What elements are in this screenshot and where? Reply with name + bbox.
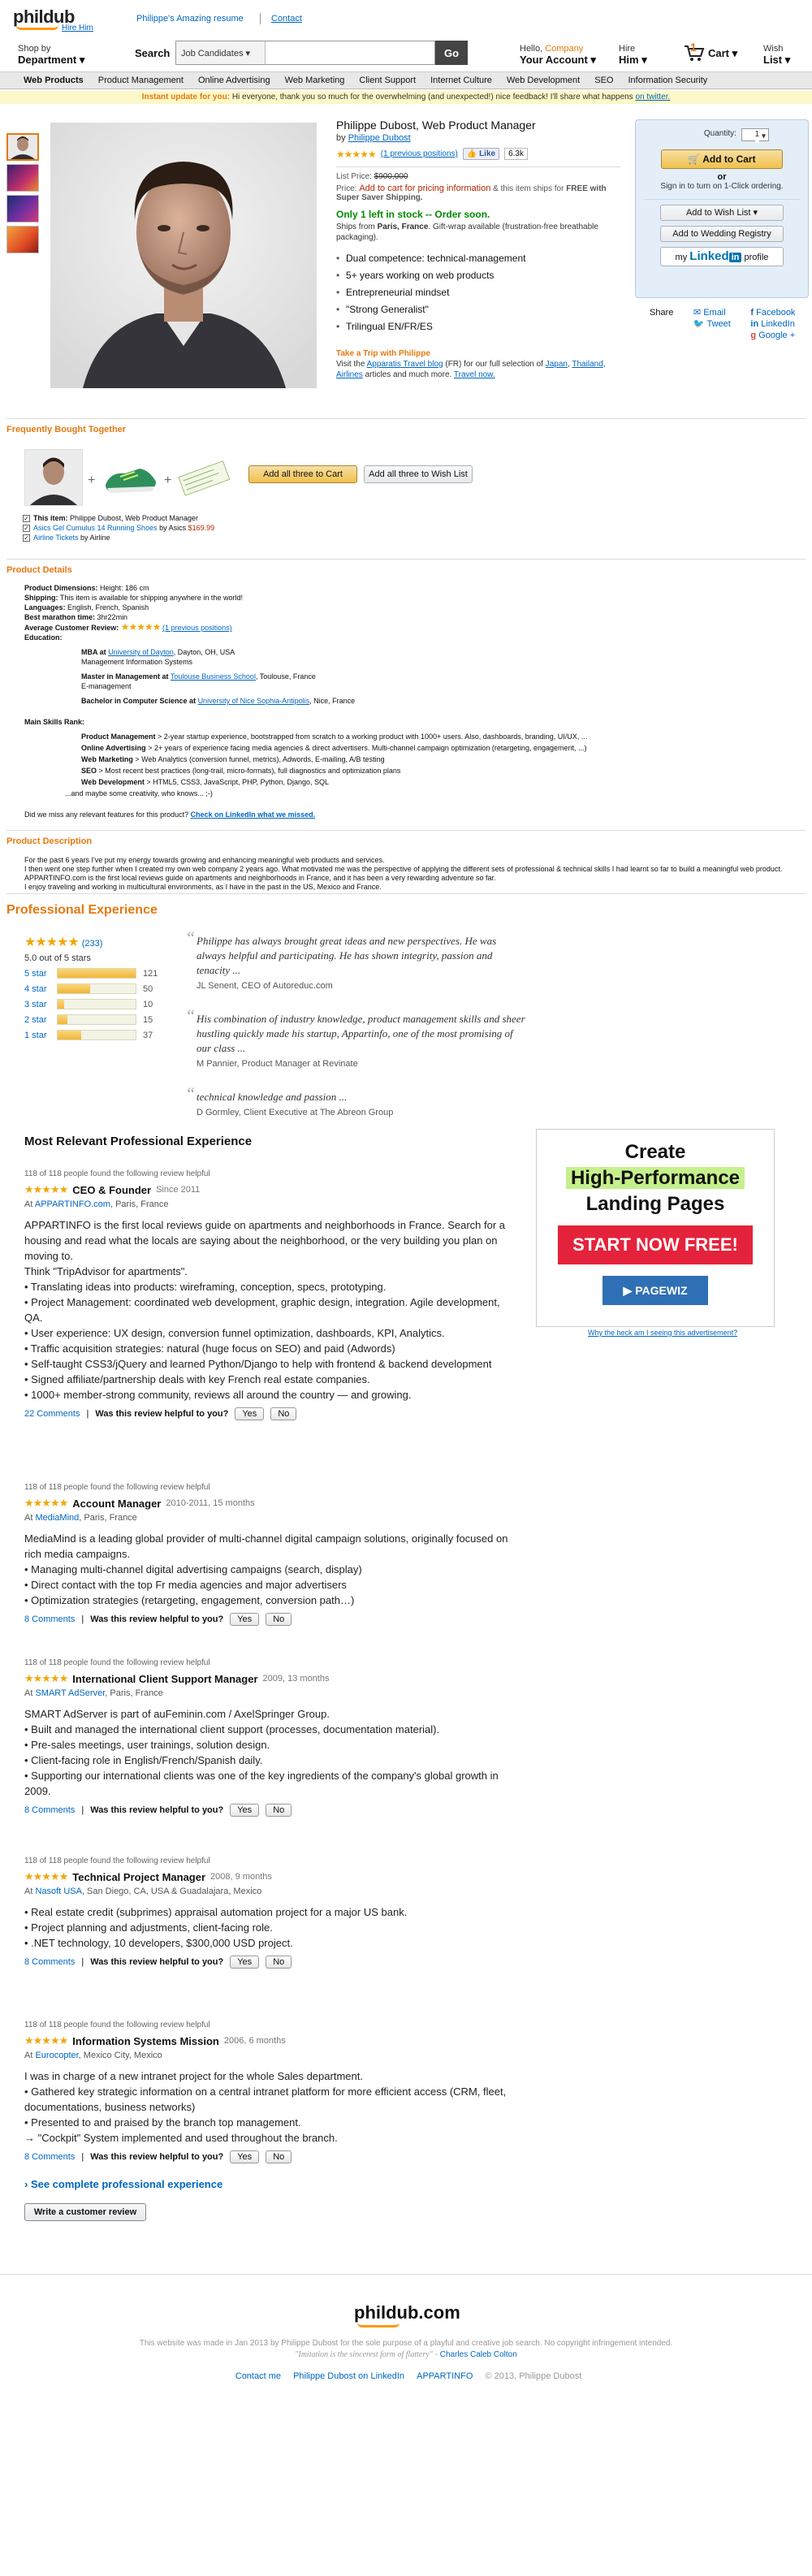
review-body: MediaMind is a leading global provider of multi-channel digital campaign solutions, originally focused on rich media campaigns. • Managing multi-channel digital advertising campaigns (search, display) • Direct contact with the top Fr media agencies and major advertisers • Optimization strategies (retargeting, engagement, conversion path…) <box>24 1532 512 1606</box>
update-banner <box>0 91 812 104</box>
thailand-link[interactable]: Thailand <box>572 360 603 369</box>
share-google-link[interactable]: g Google + <box>750 331 796 340</box>
add-to-cart-button[interactable]: 🛒 Add to Cart <box>661 149 783 169</box>
education-item: Master in Management at Toulouse Business School, Toulouse, France E-management <box>81 672 316 690</box>
quote-author-link[interactable]: Charles Caleb Colton <box>439 2350 517 2359</box>
cart-icon <box>684 41 705 60</box>
logo-swoosh-icon <box>16 25 58 30</box>
search-label: Search <box>135 47 171 59</box>
histogram-row[interactable] <box>24 999 179 1009</box>
feature-bullet: • 5+ years working on web products <box>336 270 620 281</box>
review: 118 of 118 people found the following review helpful ★★★★★ Information Systems Mission 2006, 6 months At Eurocopter, Mexico City, Mexico I was in charge of a new intranet project for the whole Sales department. • Gathered key strategic information on a central intranet platform for more efficient access (CRM, fleet, documentations, business networks) • Presented to and praised by the branch top management. → "Cockpit" System implemented and used throughout the branch. 8 Comments | Was this review helpful to you? Yes No <box>24 2021 520 2163</box>
review-title: Account Manager <box>72 1497 162 1510</box>
rating-stars-icon: ★★★★★ <box>336 148 376 160</box>
skill-item: Web Marketing > Web Analytics (conversion funnel, metrics), Adwords, E-mailing, A/B testing <box>81 755 385 763</box>
histogram-row[interactable] <box>24 983 179 994</box>
banner-text: Hi everyone, thank you so much for the overwhelming (and unexpected!) nice feedback! I'll share what happens <box>231 93 633 102</box>
feature-bullets <box>336 253 620 332</box>
feature-bullet: • Entrepreneurial mindset <box>336 287 620 298</box>
footer-logo[interactable]: phildub.com <box>354 2302 460 2323</box>
previous-positions-link[interactable]: (1 previous positions) <box>380 149 458 158</box>
company-link[interactable]: Nasoft USA <box>35 1887 82 1896</box>
review-stars-icon: ★★★★★ <box>24 1672 68 1684</box>
review: 118 of 118 people found the following review helpful ★★★★★ CEO & Founder Since 2011 At APPARTINFO.com, Paris, France APPARTINFO is the first local reviews guide on apartments and neighborhoods in France. Search for a housing and read what the locals are saying about the neighborhood, or the very building you plan on moving to. Think "TripAdvisor for apartments". • Translating ideas into products: wireframing, conception, specs, prototyping. • Project Management: coordinated web development, graphic design, integration. Agile development, QA. • User experience: UX design, conversion funnel optimization, dashboards, KPI, Analytics. • Traffic acquisition strategies: natural (huge focus on SEO) and paid (Adwords) • Self-taught CSS3/jQuery and learned Python/Django to help with frontend & backend development • Signed affiliate/partnership deals with key French real estate companies. • 1000+ member-strong community, reviews all around the country — and growing. 22 Comments | Was this review helpful to you? Yes No <box>24 1169 520 1470</box>
section-divider <box>6 418 806 419</box>
trip-promo <box>336 348 620 380</box>
summary-stars-icon: ★★★★★ <box>24 936 79 949</box>
feature-bullet: • Dual competence: technical-management <box>336 253 620 264</box>
dept-top-label: Shop by <box>18 44 51 54</box>
checkbox[interactable]: ✓ <box>24 515 29 523</box>
skill-item: Online Advertising > 2+ years of experience facing media agencies & direct advertisers. Multi-channel campaign optimization (retargeting, engagement, ...) <box>81 744 587 752</box>
go-button[interactable]: Go <box>435 41 468 65</box>
footer-note: This website was made in Jan 2013 by Philippe Dubost for the sole purpose of a playful and creative job search. No copyright infringement intended. <box>139 2339 673 2348</box>
author-link[interactable]: Philippe Dubost <box>348 133 411 143</box>
linkedin-profile-button[interactable]: my Linked in profile <box>660 247 784 266</box>
review-title: Technical Project Manager <box>72 1870 206 1883</box>
skill-item: SEO > Most recent best practices (long-trail, micro-formats), full diagnostics and optimization plans <box>81 767 401 775</box>
no-button[interactable]: No <box>266 2150 292 2163</box>
pricing-info-link[interactable]: Add to cart for pricing information <box>359 184 491 193</box>
company-link[interactable]: SMART AdServer <box>35 1688 106 1698</box>
trip-text: Visit the Apparatis Travel blog (FR) for our full selection of Japan, Thailand, Airlines articles and much more. Travel now. <box>336 360 606 379</box>
comments-link[interactable]: 22 Comments <box>24 1409 80 1419</box>
no-button[interactable]: No <box>270 1407 296 1420</box>
rating-row <box>336 148 620 160</box>
school-link[interactable]: University of Dayton <box>108 648 174 656</box>
experience-reviews <box>24 1169 520 2176</box>
wish-top-label: Wish <box>763 44 784 54</box>
hire-menu[interactable] <box>619 44 647 67</box>
nav-item-internet-culture[interactable]: Internet Culture <box>430 76 492 85</box>
review-stars-icon: ★★★★★ <box>24 2034 68 2047</box>
chevron-down-icon: ▾ <box>245 49 251 58</box>
nav-item-online-advertising[interactable]: Online Advertising <box>197 76 270 85</box>
linkedin-missing-link[interactable]: Check on LinkedIn what we missed. <box>190 810 316 819</box>
section-divider <box>6 559 806 560</box>
review-stars-icon: ★★★★★ <box>24 1183 68 1195</box>
fbt-item-link[interactable]: Asics Gel Cumulus 14 Running Shoes <box>33 524 158 532</box>
description-title: Product Description <box>6 836 93 846</box>
histogram-row[interactable] <box>24 968 179 979</box>
advertisement[interactable] <box>536 1129 775 1327</box>
footer-appartinfo-link[interactable]: APPARTINFO <box>417 2371 473 2381</box>
byline: by Philippe Dubost <box>336 133 411 143</box>
search-row <box>0 41 812 70</box>
review-body: • Real estate credit (subprimes) appraisal automation project for a major US bank. • Project planning and adjustments, client-facing role. • .NET technology, 10 developers, $300,000 USD project. <box>24 1906 408 1949</box>
share-linkedin-link[interactable]: in LinkedIn <box>750 319 795 329</box>
previous-positions-link[interactable]: (1 previous positions) <box>162 624 232 632</box>
education-item: MBA at University of Dayton, Dayton, OH, USA Management Information Systems <box>81 648 235 666</box>
testimonial: “ Philippe has always brought great ideas and new perspectives. He was always helpful and participating. He has shown integrity, passion and tenacity ... JL Senent, CEO of Autoreduc.com <box>185 934 526 991</box>
quantity-select[interactable]: 1 ▾ <box>741 128 769 141</box>
review-body: SMART AdServer is part of auFeminin.com / AxelSpringer Group. • Built and managed the international client support (processes, documentation material). • Pre-sales meetings, user trainings, solution design. • Client-facing role in English/French/Spanish daily. • Supporting our international clients was one of the key ingredients of the company's global growth in 2009. <box>24 1708 502 1797</box>
nav-item-information-security[interactable]: Information Security <box>628 76 708 85</box>
skill-item: Web Development > HTML5, CSS3, JavaScript, PHP, Python, Django, SQL <box>81 778 330 786</box>
thumbnail-photo-3[interactable] <box>6 195 39 223</box>
cart-icon: 🛒 <box>688 153 701 165</box>
product-details: Product Dimensions: Height: 186 cm Shipping: This item is available for shipping anywhere in the world! Languages: English, French, Spanish Best marathon time: 3hr22min Average Customer Review: ★★★★★ (1 previous positions) Education: MBA at University of Dayton, Dayton, OH, USA Management Information Systems Master in Management at Toulouse Business School, Toulouse, France E-management Bachelor in Computer Science at University of Nice Sophia-Antipolis, Nice, France Main Skills Rank: Product Management > 2-year startup experience, bootstrapped from scratch to a working product with 1000+ users. Also, dashboards, branding, UI/UX, ... Online Advertising > 2+ years of experience facing media agencies & direct advertisers. Multi-channel campaign optimization (retargeting, engagement, ...) Web Marketing > Web Analytics (conversion funnel, metrics), Adwords, E-mailing, A/B testing SEO > Most recent best practices (long-trail, micro-formats), full diagnostics and optimization plans Web Development > HTML5, CSS3, JavaScript, PHP, Python, Django, SQL ...and maybe some creativity, who knows... ;-) Did we miss any relevant features for this product? Check on LinkedIn what we missed. <box>24 583 804 819</box>
why-ad-link[interactable]: Why the heck am I seeing this advertisement? <box>588 1329 738 1337</box>
thumbnail-strip <box>6 133 42 257</box>
company-link[interactable]: APPARTINFO.com <box>34 1199 110 1209</box>
department-menu[interactable] <box>18 44 84 67</box>
product-title: Philippe Dubost, Web Product Manager <box>336 119 536 132</box>
histogram-count: 37 <box>143 1030 153 1040</box>
comments-link[interactable]: 8 Comments <box>24 1957 76 1967</box>
search-category-select[interactable]: Job Candidates ▾ <box>176 41 266 64</box>
histogram-bar <box>57 999 136 1009</box>
wish-list-menu[interactable] <box>763 44 790 67</box>
testimonial: “ technical knowledge and passion ... D Gormley, Client Executive at The Abreon Group <box>185 1090 526 1117</box>
histogram-label: 3 star <box>24 999 47 1009</box>
write-review-button[interactable]: Write a customer review <box>24 2203 146 2221</box>
hire-label: Him ▾ <box>619 54 647 66</box>
review-title: International Client Support Manager <box>72 1672 258 1685</box>
rating-count: (233) <box>81 939 103 949</box>
yes-button[interactable]: Yes <box>230 1956 259 1969</box>
review-title: Information Systems Mission <box>72 2034 219 2047</box>
skills-more: ...and maybe some creativity, who knows... ;-) <box>65 789 213 797</box>
linkedin-icon: in <box>750 319 759 329</box>
add-all-to-cart-button[interactable]: Add all three to Cart <box>248 465 357 483</box>
facebook-like-count: 6.3k <box>504 148 528 160</box>
review-body: APPARTINFO is the first local reviews guide on apartments and neighborhoods in France. Search for a housing and read what the locals are saying about the neighborhood, or the very building you plan on moving to. Think "TripAdvisor for apartments". • Translating ideas into products: wireframing, conception, specs, prototyping. • Project Management: coordinated web development, graphic design, integration. Agile development, QA. • User experience: UX design, conversion funnel optimization, dashboards, KPI, Analytics. • Traffic acquisition strategies: natural (huge focus on SEO) and paid (Adwords) • Self-taught CSS3/jQuery and learned Python/Django to help with frontend & backend development • Signed affiliate/partnership deals with key French real estate companies. • 1000+ member-strong community, reviews all around the country — and growing. <box>24 1219 508 1401</box>
histogram-label: 2 star <box>24 1014 47 1025</box>
fbt-shoe-image[interactable] <box>102 449 159 506</box>
histogram-bar <box>57 968 136 979</box>
histogram-bar-fill <box>58 984 90 993</box>
footer-links <box>0 2371 812 2381</box>
review: 118 of 118 people found the following review helpful ★★★★★ Account Manager 2010-2011, 15 months At MediaMind, Paris, France MediaMind is a leading global provider of multi-channel digital campaign solutions, originally focused on rich media campaigns. • Managing multi-channel digital advertising campaigns (search, display) • Direct contact with the top Fr media agencies and major advertisers • Optimization strategies (retargeting, engagement, conversion path…) 8 Comments | Was this review helpful to you? Yes No <box>24 1483 520 1645</box>
feature-bullet: • "Strong Generalist" <box>336 304 620 315</box>
hire-top-label: Hire <box>619 44 636 54</box>
nav-item-web-products[interactable]: Web Products <box>24 76 84 85</box>
section-divider <box>6 893 806 894</box>
ad-line-2: High-Performance <box>537 1167 774 1190</box>
fbt-item-list <box>23 513 214 542</box>
share-tweet-link[interactable]: 🐦 Tweet <box>693 319 731 329</box>
cart-label: Cart ▾ <box>708 47 738 59</box>
histogram-bar-fill <box>58 969 136 978</box>
fbt-portrait-image[interactable] <box>24 449 83 506</box>
comments-link[interactable]: 8 Comments <box>24 1614 76 1624</box>
company-link[interactable]: Eurocopter <box>35 2051 79 2060</box>
share-box <box>650 307 809 341</box>
category-nav <box>0 71 812 89</box>
add-all-to-wish-list-button[interactable]: Add all three to Wish List <box>364 465 473 483</box>
thumbs-up-icon: 👍 <box>466 149 477 158</box>
banner-twitter-link[interactable]: on twitter. <box>635 93 671 102</box>
search-input[interactable] <box>266 41 434 64</box>
skill-item: Product Management > 2-year startup experience, bootstrapped from scratch to a working product with 1000+ users. Also, dashboards, branding, UI/UX, ... <box>81 733 588 741</box>
cart-button[interactable] <box>684 41 738 60</box>
ships-from: Ships from Paris, France. Gift-wrap available (frustration-free breathable packaging). <box>336 223 598 242</box>
frequently-bought-together <box>24 449 593 506</box>
site-logo[interactable]: phildub <box>13 6 75 27</box>
or-label: or <box>717 172 727 182</box>
review: 118 of 118 people found the following review helpful ★★★★★ International Client Support Manager 2009, 13 months At SMART AdServer, Paris, France SMART AdServer is part of auFeminin.com / AxelSpringer Group. • Built and managed the international client support (processes, documentation material). • Pre-sales meetings, user trainings, solution design. • Client-facing role in English/French/Spanish daily. • Supporting our international clients was one of the key ingredients of the company's global growth in 2009. 8 Comments | Was this review helpful to you? Yes No <box>24 1658 520 1843</box>
nav-item-client-support[interactable]: Client Support <box>359 76 417 85</box>
ad-cta-button[interactable]: START NOW FREE! <box>558 1225 753 1264</box>
histogram-bar <box>57 1030 136 1040</box>
fbt-item-link[interactable]: Airline Tickets <box>33 534 79 542</box>
japan-link[interactable]: Japan <box>545 360 568 369</box>
experience-title: Professional Experience <box>6 903 158 917</box>
search-box <box>175 41 435 65</box>
travel-now-link[interactable]: Travel now. <box>453 370 495 379</box>
dept-bottom-label: Department ▾ <box>18 54 85 66</box>
footer-contact-link[interactable]: Contact me <box>235 2371 281 2381</box>
school-link[interactable]: Toulouse Business School <box>170 672 256 681</box>
histogram-bar-fill <box>58 1000 64 1009</box>
histogram-row[interactable] <box>24 1030 179 1040</box>
footer-quote: "Imitation is the sincerest form of flattery" - Charles Caleb Colton <box>295 2350 517 2359</box>
fbt-ticket-image[interactable] <box>175 449 232 506</box>
fbt-item: ✓ Asics Gel Cumulus 14 Running Shoes by Asics $169.99 <box>24 524 215 533</box>
price-box <box>336 166 620 202</box>
copyright: © 2013, Philippe Dubost <box>485 2371 582 2381</box>
review-body: I was in charge of a new intranet project for the whole Sales department. • Gathered key strategic information on a central intranet platform for more efficient access (CRM, fleet, documentations, business networks) • Presented to and praised by the branch top management. → "Cockpit" System implemented and used throughout the branch. <box>24 2070 509 2144</box>
facebook-like-button[interactable]: 👍 Like <box>463 148 499 160</box>
share-label: Share <box>650 308 674 318</box>
buy-box <box>635 119 809 298</box>
checkbox[interactable]: ✓ <box>24 534 29 542</box>
histogram-label: 5 star <box>24 968 47 979</box>
chevron-down-icon: ▾ <box>79 54 85 66</box>
twitter-icon: 🐦 <box>693 319 705 329</box>
chevron-down-icon: ▾ <box>590 54 596 66</box>
feature-bullet: • Trilingual EN/FR/ES <box>336 321 620 332</box>
fbt-title: Frequently Bought Together <box>6 425 127 434</box>
trip-title: Take a Trip with Philippe <box>336 349 430 358</box>
footer-linkedin-link[interactable]: Philippe Dubost on LinkedIn <box>293 2371 405 2381</box>
company-link[interactable]: MediaMind <box>35 1513 80 1523</box>
ad-brand: ▶ PAGEWIZ <box>603 1276 708 1305</box>
nav-item-web-marketing[interactable]: Web Marketing <box>284 76 345 85</box>
ad-line-1: Create <box>624 1141 686 1163</box>
product-info <box>336 119 620 380</box>
sign-in-text[interactable]: Sign in to turn on 1-Click ordering. <box>660 182 784 191</box>
education-item: Bachelor in Computer Science at University of Nice Sophia-Antipolis, Nice, France <box>81 697 356 705</box>
histogram-bar-fill <box>58 1015 67 1024</box>
plus-icon: + <box>164 473 172 487</box>
no-button[interactable]: No <box>266 1804 292 1817</box>
histogram-row[interactable] <box>24 1014 179 1025</box>
histogram-count: 10 <box>143 999 153 1009</box>
nav-item-seo[interactable]: SEO <box>594 76 614 85</box>
fbt-item: ✓ This item: Philippe Dubost, Web Product Manager <box>24 514 198 523</box>
price-line: Price: Add to cart for pricing information & this item ships for FREE with Super Saver Shipping. <box>336 184 607 202</box>
add-to-wedding-registry-button[interactable]: Add to Wedding Registry <box>660 226 784 242</box>
google-icon: g <box>750 331 757 340</box>
pagewiz-logo-icon: ▶ <box>623 1283 633 1297</box>
checkbox[interactable]: ✓ <box>24 525 29 533</box>
wish-label: List ▾ <box>763 54 791 66</box>
histogram-bar-fill <box>58 1031 81 1039</box>
chevron-down-icon: ▾ <box>641 54 647 66</box>
histogram-bar <box>57 1014 136 1025</box>
see-all-experience-link[interactable]: › See complete professional experience <box>24 2178 223 2190</box>
review-stars-icon: ★★★★★ <box>24 1870 68 1882</box>
airlines-link[interactable]: Airlines <box>336 370 363 379</box>
histogram-count: 50 <box>143 983 153 994</box>
missing-features: Did we miss any relevant features for this product? Check on LinkedIn what we missed. <box>24 810 316 819</box>
review: 118 of 118 people found the following review helpful ★★★★★ Technical Project Manager 2008, 9 months At Nasoft USA, San Diego, CA, USA & Guadalajara, Mexico • Real estate credit (subprimes) appraisal automation project for a major US bank. • Project planning and adjustments, client-facing role. • .NET technology, 10 developers, $300,000 USD project. 8 Comments | Was this review helpful to you? Yes No <box>24 1856 520 2008</box>
histogram-bar <box>57 983 136 994</box>
no-button[interactable]: No <box>266 1613 292 1626</box>
comments-link[interactable]: 8 Comments <box>24 1805 76 1815</box>
no-button[interactable]: No <box>266 1956 292 1969</box>
thumbnail-portrait[interactable] <box>6 133 39 161</box>
stock-status: Only 1 left in stock -- Order soon. <box>336 209 490 220</box>
add-to-wish-list-button[interactable]: Add to Wish List ▾ <box>660 205 784 221</box>
thumbnail-photo-4[interactable] <box>6 226 39 253</box>
testimonial: “ His combination of industry knowledge, product management skills and sheer hustling quickly made his startup, Appartinfo, one of the most promising of our class ... M Pannier, Product Manager at Revinate <box>185 1012 526 1069</box>
histogram-label: 4 star <box>24 983 47 994</box>
average-rating-stars-icon: ★★★★★ <box>120 621 161 633</box>
school-link[interactable]: University of Nice Sophia-Antipolis <box>197 697 310 705</box>
yes-button[interactable]: Yes <box>230 2150 259 2163</box>
plus-icon: + <box>88 473 96 487</box>
nav-item-web-development[interactable]: Web Development <box>506 76 581 85</box>
rating-out-of: 5.0 out of 5 stars <box>24 953 91 963</box>
quantity-row: Quantity: 1 ▾ <box>644 128 800 141</box>
contact-link[interactable]: Contact <box>271 14 302 24</box>
rating-histogram <box>24 968 179 1040</box>
footer-divider <box>0 2274 812 2275</box>
top-bar <box>0 0 812 36</box>
share-facebook-link[interactable]: f Facebook <box>750 308 796 318</box>
hire-him-link[interactable]: Hire Him <box>62 24 93 32</box>
histogram-count: 15 <box>143 1014 153 1025</box>
travel-blog-link[interactable]: Apparatis Travel blog <box>366 360 443 369</box>
most-relevant-heading: Most Relevant Professional Experience <box>24 1135 253 1148</box>
fbt-item: ✓ Airline Tickets by Airline <box>24 534 110 542</box>
email-icon: ✉ <box>693 308 702 318</box>
account-greeting: Hello, Company <box>520 44 584 54</box>
yes-button[interactable]: Yes <box>230 1804 259 1817</box>
product-description: For the past 6 years I've put my energy towards growing and enhancing meaningful web products and services. I then went one step further when I created my own web company 2 years ago. What motivated me was the perspective of applying the different sets of professional & technical skills I had learnt so far to build a meaningful web product. APPARTINFO.com is the first local reviews guide on apartments and neighborhoods in France, and it has been a very rewarding adventure so far. I enjoy traveling and working in multicultural environments, as I have in the past in the US, Mexico and France. <box>24 856 783 891</box>
ad-line-3: Landing Pages <box>585 1193 725 1215</box>
histogram-label: 1 star <box>24 1030 47 1040</box>
details-title: Product Details <box>6 565 72 575</box>
histogram-count: 121 <box>143 968 158 979</box>
resume-link[interactable]: Philippe's Amazing resume <box>136 14 244 24</box>
comments-link[interactable]: 8 Comments <box>24 2152 76 2162</box>
testimonial-quotes <box>185 934 526 1139</box>
main-portrait-image[interactable] <box>50 123 317 388</box>
divider <box>260 13 261 24</box>
account-label: Your Account ▾ <box>520 54 596 66</box>
cart-count: 1 <box>690 41 697 54</box>
facebook-icon: f <box>750 308 754 318</box>
nav-item-product-management[interactable]: Product Management <box>97 76 184 85</box>
review-stars-icon: ★★★★★ <box>24 1497 68 1509</box>
yes-button[interactable]: Yes <box>230 1613 259 1626</box>
share-email-link[interactable]: ✉ Email <box>693 308 726 318</box>
rating-summary <box>24 934 179 1040</box>
logo-swoosh-icon <box>357 2323 400 2327</box>
yes-button[interactable]: Yes <box>235 1407 264 1420</box>
review-title: CEO & Founder <box>72 1183 152 1196</box>
section-divider <box>6 830 806 831</box>
thumbnail-photo-2[interactable] <box>6 164 39 192</box>
banner-lead: Instant update for you: <box>141 93 231 102</box>
list-price: List Price: $900,000 <box>336 172 408 181</box>
account-menu[interactable] <box>520 44 596 67</box>
